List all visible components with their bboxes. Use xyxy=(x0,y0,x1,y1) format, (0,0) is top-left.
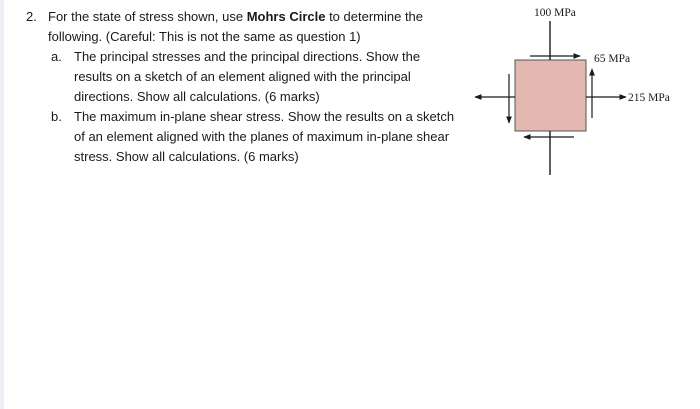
part-b-label: b. xyxy=(51,109,62,124)
question-first-line xyxy=(26,7,476,27)
mohrs-circle-term: Mohrs Circle xyxy=(246,9,326,24)
question-intro-tail: to determine the xyxy=(325,9,424,24)
question-second-line: following. (Careful: This is not the same as question 1) xyxy=(48,29,361,44)
question-2 xyxy=(26,7,476,167)
normal-y-stress-label: 100 MPa xyxy=(534,7,576,19)
stress-element-square xyxy=(515,60,586,131)
part-a xyxy=(26,47,476,107)
part-a-line-1: The principal stresses and the principal directions. Show the xyxy=(74,49,421,64)
part-a-label: a. xyxy=(51,49,62,64)
normal-x-stress-label: 215 MPa xyxy=(628,92,670,104)
question-intro-text: For the state of stress shown, use xyxy=(48,9,247,24)
shear-stress-label: 65 MPa xyxy=(594,53,631,65)
part-b-line-3: stress. Show all calculations. (6 marks) xyxy=(74,149,299,164)
part-b-line-2: of an element aligned with the planes of maximum in-plane shear xyxy=(74,129,450,144)
page-left-edge xyxy=(0,0,4,409)
question-number: 2. xyxy=(26,9,37,24)
part-b-line-1: The maximum in-plane shear stress. Show the results on a sketch xyxy=(74,109,455,124)
part-b xyxy=(26,107,476,167)
part-a-line-2: results on a sketch of an element aligned with the principal xyxy=(74,69,411,84)
stress-element-diagram xyxy=(470,0,700,200)
part-a-line-3: directions. Show all calculations. (6 marks) xyxy=(74,89,320,104)
